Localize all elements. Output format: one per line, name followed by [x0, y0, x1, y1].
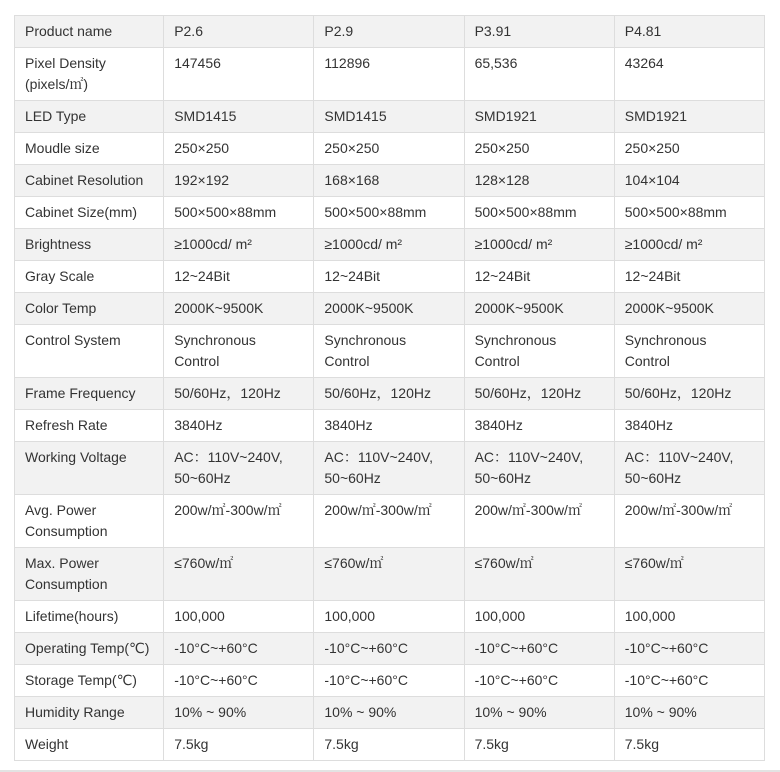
table-cell: P2.6	[164, 16, 314, 48]
table-cell: 168×168	[314, 165, 464, 197]
row-label: Weight	[15, 729, 164, 761]
table-cell: AC：110V~240V, 50~60Hz	[464, 442, 614, 495]
table-row	[15, 697, 765, 729]
spec-table	[14, 15, 765, 761]
row-label: Control System	[15, 325, 164, 378]
table-row	[15, 495, 765, 548]
table-cell: P3.91	[464, 16, 614, 48]
table-cell: P2.9	[314, 16, 464, 48]
table-cell: -10°C~+60°C	[464, 665, 614, 697]
table-row	[15, 293, 765, 325]
table-cell: 200w/㎡-300w/㎡	[464, 495, 614, 548]
table-row	[15, 633, 765, 665]
row-label: Operating Temp(℃)	[15, 633, 164, 665]
table-cell: 43264	[614, 48, 764, 101]
table-cell: 128×128	[464, 165, 614, 197]
table-row	[15, 101, 765, 133]
table-row	[15, 548, 765, 601]
table-cell: AC：110V~240V, 50~60Hz	[314, 442, 464, 495]
table-cell: 500×500×88mm	[164, 197, 314, 229]
table-cell: 2000K~9500K	[164, 293, 314, 325]
table-row	[15, 165, 765, 197]
row-label: Moudle size	[15, 133, 164, 165]
table-cell: ≤760w/㎡	[614, 548, 764, 601]
table-cell: 3840Hz	[464, 410, 614, 442]
row-label: Gray Scale	[15, 261, 164, 293]
row-label: Cabinet Resolution	[15, 165, 164, 197]
table-cell: 147456	[164, 48, 314, 101]
table-cell: Synchronous Control	[614, 325, 764, 378]
table-cell: 3840Hz	[314, 410, 464, 442]
table-cell: 500×500×88mm	[614, 197, 764, 229]
table-cell: SMD1921	[464, 101, 614, 133]
table-cell: -10°C~+60°C	[164, 633, 314, 665]
table-cell: ≥1000cd/ m²	[164, 229, 314, 261]
table-cell: 2000K~9500K	[314, 293, 464, 325]
table-cell: 12~24Bit	[464, 261, 614, 293]
table-cell: 7.5kg	[614, 729, 764, 761]
table-cell: ≤760w/㎡	[314, 548, 464, 601]
table-cell: ≥1000cd/ m²	[464, 229, 614, 261]
table-cell: 500×500×88mm	[314, 197, 464, 229]
table-cell: -10°C~+60°C	[314, 665, 464, 697]
table-cell: 250×250	[614, 133, 764, 165]
table-row	[15, 261, 765, 293]
table-cell: ≤760w/㎡	[164, 548, 314, 601]
table-cell: 10% ~ 90%	[164, 697, 314, 729]
row-label: Storage Temp(℃)	[15, 665, 164, 697]
table-cell: 12~24Bit	[314, 261, 464, 293]
table-cell: 7.5kg	[314, 729, 464, 761]
row-label: Working Voltage	[15, 442, 164, 495]
table-cell: 3840Hz	[614, 410, 764, 442]
table-row	[15, 48, 765, 101]
table-cell: Synchronous Control	[464, 325, 614, 378]
table-row	[15, 378, 765, 410]
row-label: Pixel Density (pixels/㎡)	[15, 48, 164, 101]
table-cell: SMD1415	[314, 101, 464, 133]
table-cell: 200w/㎡-300w/㎡	[614, 495, 764, 548]
table-row	[15, 665, 765, 697]
table-cell: 7.5kg	[464, 729, 614, 761]
table-cell: 50/60Hz，120Hz	[614, 378, 764, 410]
table-cell: -10°C~+60°C	[164, 665, 314, 697]
table-row	[15, 729, 765, 761]
table-cell: -10°C~+60°C	[614, 633, 764, 665]
table-cell: 50/60Hz，120Hz	[164, 378, 314, 410]
table-cell: 10% ~ 90%	[464, 697, 614, 729]
table-cell: 192×192	[164, 165, 314, 197]
table-cell: 100,000	[164, 601, 314, 633]
table-cell: 200w/㎡-300w/㎡	[164, 495, 314, 548]
table-cell: 250×250	[314, 133, 464, 165]
table-cell: 500×500×88mm	[464, 197, 614, 229]
table-cell: 2000K~9500K	[614, 293, 764, 325]
table-cell: 200w/㎡-300w/㎡	[314, 495, 464, 548]
table-cell: Synchronous Control	[314, 325, 464, 378]
row-label: LED Type	[15, 101, 164, 133]
row-label: Frame Frequency	[15, 378, 164, 410]
table-cell: 65,536	[464, 48, 614, 101]
row-label: Refresh Rate	[15, 410, 164, 442]
table-row	[15, 410, 765, 442]
table-row	[15, 16, 765, 48]
row-label: Color Temp	[15, 293, 164, 325]
table-cell: ≥1000cd/ m²	[314, 229, 464, 261]
row-label: Brightness	[15, 229, 164, 261]
table-cell: SMD1415	[164, 101, 314, 133]
table-cell: 104×104	[614, 165, 764, 197]
table-cell: 2000K~9500K	[464, 293, 614, 325]
table-cell: ≤760w/㎡	[464, 548, 614, 601]
table-cell: 50/60Hz，120Hz	[464, 378, 614, 410]
table-cell: 100,000	[464, 601, 614, 633]
table-cell: 250×250	[164, 133, 314, 165]
row-label: Cabinet Size(mm)	[15, 197, 164, 229]
table-row	[15, 325, 765, 378]
table-cell: 50/60Hz，120Hz	[314, 378, 464, 410]
row-label: Avg. Power Consumption	[15, 495, 164, 548]
table-cell: -10°C~+60°C	[464, 633, 614, 665]
table-row	[15, 601, 765, 633]
table-cell: 3840Hz	[164, 410, 314, 442]
table-row	[15, 442, 765, 495]
row-label: Product name	[15, 16, 164, 48]
table-cell: 112896	[314, 48, 464, 101]
table-cell: -10°C~+60°C	[314, 633, 464, 665]
row-label: Humidity Range	[15, 697, 164, 729]
table-cell: SMD1921	[614, 101, 764, 133]
table-cell: 250×250	[464, 133, 614, 165]
table-cell: 10% ~ 90%	[614, 697, 764, 729]
table-cell: 100,000	[614, 601, 764, 633]
table-cell: 7.5kg	[164, 729, 314, 761]
table-cell: Synchronous Control	[164, 325, 314, 378]
table-row	[15, 197, 765, 229]
table-row	[15, 133, 765, 165]
table-cell: 100,000	[314, 601, 464, 633]
table-cell: 10% ~ 90%	[314, 697, 464, 729]
row-label: Max. Power Consumption	[15, 548, 164, 601]
row-label: Lifetime(hours)	[15, 601, 164, 633]
table-cell: P4.81	[614, 16, 764, 48]
spec-table-body	[15, 16, 765, 761]
table-cell: AC：110V~240V, 50~60Hz	[164, 442, 314, 495]
table-cell: 12~24Bit	[164, 261, 314, 293]
table-cell: 12~24Bit	[614, 261, 764, 293]
table-cell: AC：110V~240V, 50~60Hz	[614, 442, 764, 495]
table-cell: -10°C~+60°C	[614, 665, 764, 697]
table-cell: ≥1000cd/ m²	[614, 229, 764, 261]
table-row	[15, 229, 765, 261]
